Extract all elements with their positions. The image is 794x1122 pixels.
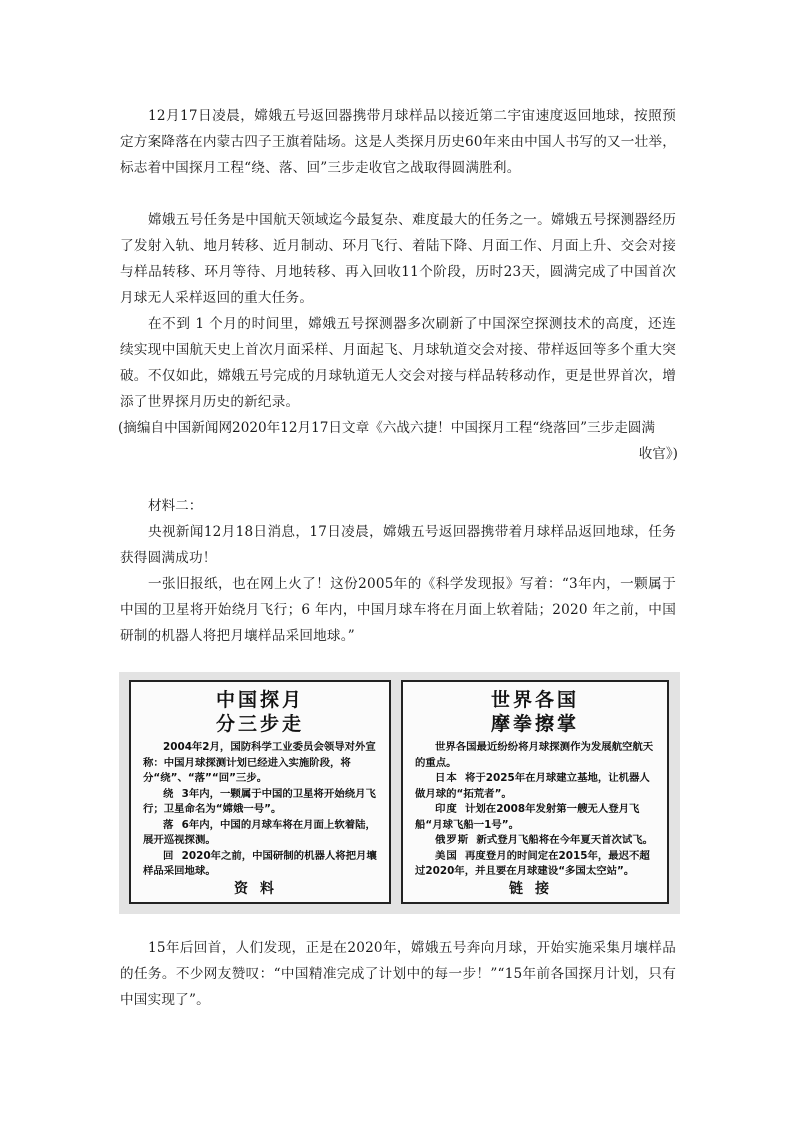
- clipping-right-item: 俄罗斯 新式登月飞船将在今年夏天首次试飞。: [435, 834, 654, 846]
- clipping-left-title-1: 中国探月: [215, 689, 304, 711]
- clipping-left-box: [129, 680, 391, 904]
- clipping-right-item: 印度 计划在2008年发射第一艘无人登月飞船“月球飞船一1号”。: [415, 803, 640, 831]
- clipping-right-title-1: 世界各国: [490, 689, 579, 711]
- clipping-left-intro: 2004年2月，国防科学工业委员会领导对外宣称：中国月球探测计划已经进入实施阶段，将分“绕”、“落”“回”三步。: [143, 741, 376, 784]
- clipping-right-item: 美国 再度登月的时间定在2015年，最迟不超过2020年，并且要在月球建设“多国太空站”。: [415, 849, 650, 877]
- source-line-2: 收官》): [638, 446, 678, 462]
- material2-paragraph-3: 15年后回首，人们发现，正是在2020年，嫦娥五号奔向月球，开始实施采集月壤样品的任务。不少网友赞叹：“中国精准完成了计划中的每一步！”“15年前各国探月计划，只有中国实现了”。: [120, 940, 676, 1008]
- material1-paragraph-3: 在不到 1 个月的时间里，嫦娥五号探测器多次刷新了中国深空探测技术的高度，还连续实现中国航天史上首次月面采样、月面起飞、月球轨道交会对接、带样返回等多个重大突破。: [120, 316, 676, 384]
- newspaper-clipping: [119, 672, 680, 914]
- material2-label: 材料二：: [148, 498, 203, 514]
- material2-paragraph-1: 央视新闻12月18日消息，17日凌晨，嫦娥五号返回器携带着月球样品返回地球，任务获得圆满成功！: [120, 524, 676, 566]
- clipping-left-item: 回 2020年之前，中国研制的机器人将把月壤样品采回地球。: [143, 849, 377, 877]
- material1-paragraph-1: 12月17日凌晨，嫦娥五号返回器携带月球样品以接近第二宇宙速度返回地球，按照预定方案降落在内蒙古四子王旗着陆场。这是人类探月历史60年来由中国人书写的又一壮举，标志着中国探月工程“绕、落、回”三步走收官之战取得圆满胜利。: [120, 108, 676, 176]
- source-line-1: (摘编自中国新闻网2020年12月17日文章《六战六捷！中国探月工程“绕落回”三步走圆满: [118, 420, 655, 436]
- clipping-left-item: 绕 3年内，一颗属于中国的卫星将开始绕月飞行；卫星命名为“嫦娥一号”。: [143, 787, 376, 815]
- clipping-left-title-2: 分三步走: [215, 713, 304, 735]
- clipping-right-footer: 链接: [509, 881, 561, 897]
- clipping-left-item: 落 6年内，中国的月球车将在月面上软着陆，展开巡视探测。: [143, 818, 376, 846]
- source-citation: [118, 415, 678, 467]
- clipping-right-item: 日本 将于2025年在月球建立基地，让机器人做月球的“拓荒者”。: [415, 772, 650, 800]
- clipping-left-footer: 资料: [234, 881, 286, 897]
- material2-paragraph-2: 一张旧报纸，也在网上火了！这份2005年的《科学发现报》写着：“3年内，一颗属于中国的卫星将开始绕月飞行；6 年内，中国月球车将在月面上软着陆；2020 年之前，中国研制的机器人将把月壤样品采回地球。”: [120, 576, 676, 644]
- clipping-right-intro: 世界各国最近纷纷将月球探测作为发展航空航天的重点。: [415, 741, 654, 769]
- clipping-right-box: [401, 680, 669, 904]
- clipping-right-title-2: 摩拳擦掌: [490, 713, 579, 735]
- material1-paragraph-2: 嫦娥五号任务是中国航天领域迄今最复杂、难度最大的任务之一。嫦娥五号探测器经历了发射入轨、地月转移、近月制动、环月飞行、着陆下降、月面工作、月面上升、交会对接与样品转移、环月等待、月地转移、再入回收11个阶段，历时23天，圆满完成了中国首次月球无人采样返回的重大任务。: [120, 212, 676, 306]
- material1-paragraph-4: 不仅如此，嫦娥五号完成的月球轨道无人交会对接与样品转移动作，更是世界首次，增添了世界探月历史的新纪录。: [120, 368, 676, 410]
